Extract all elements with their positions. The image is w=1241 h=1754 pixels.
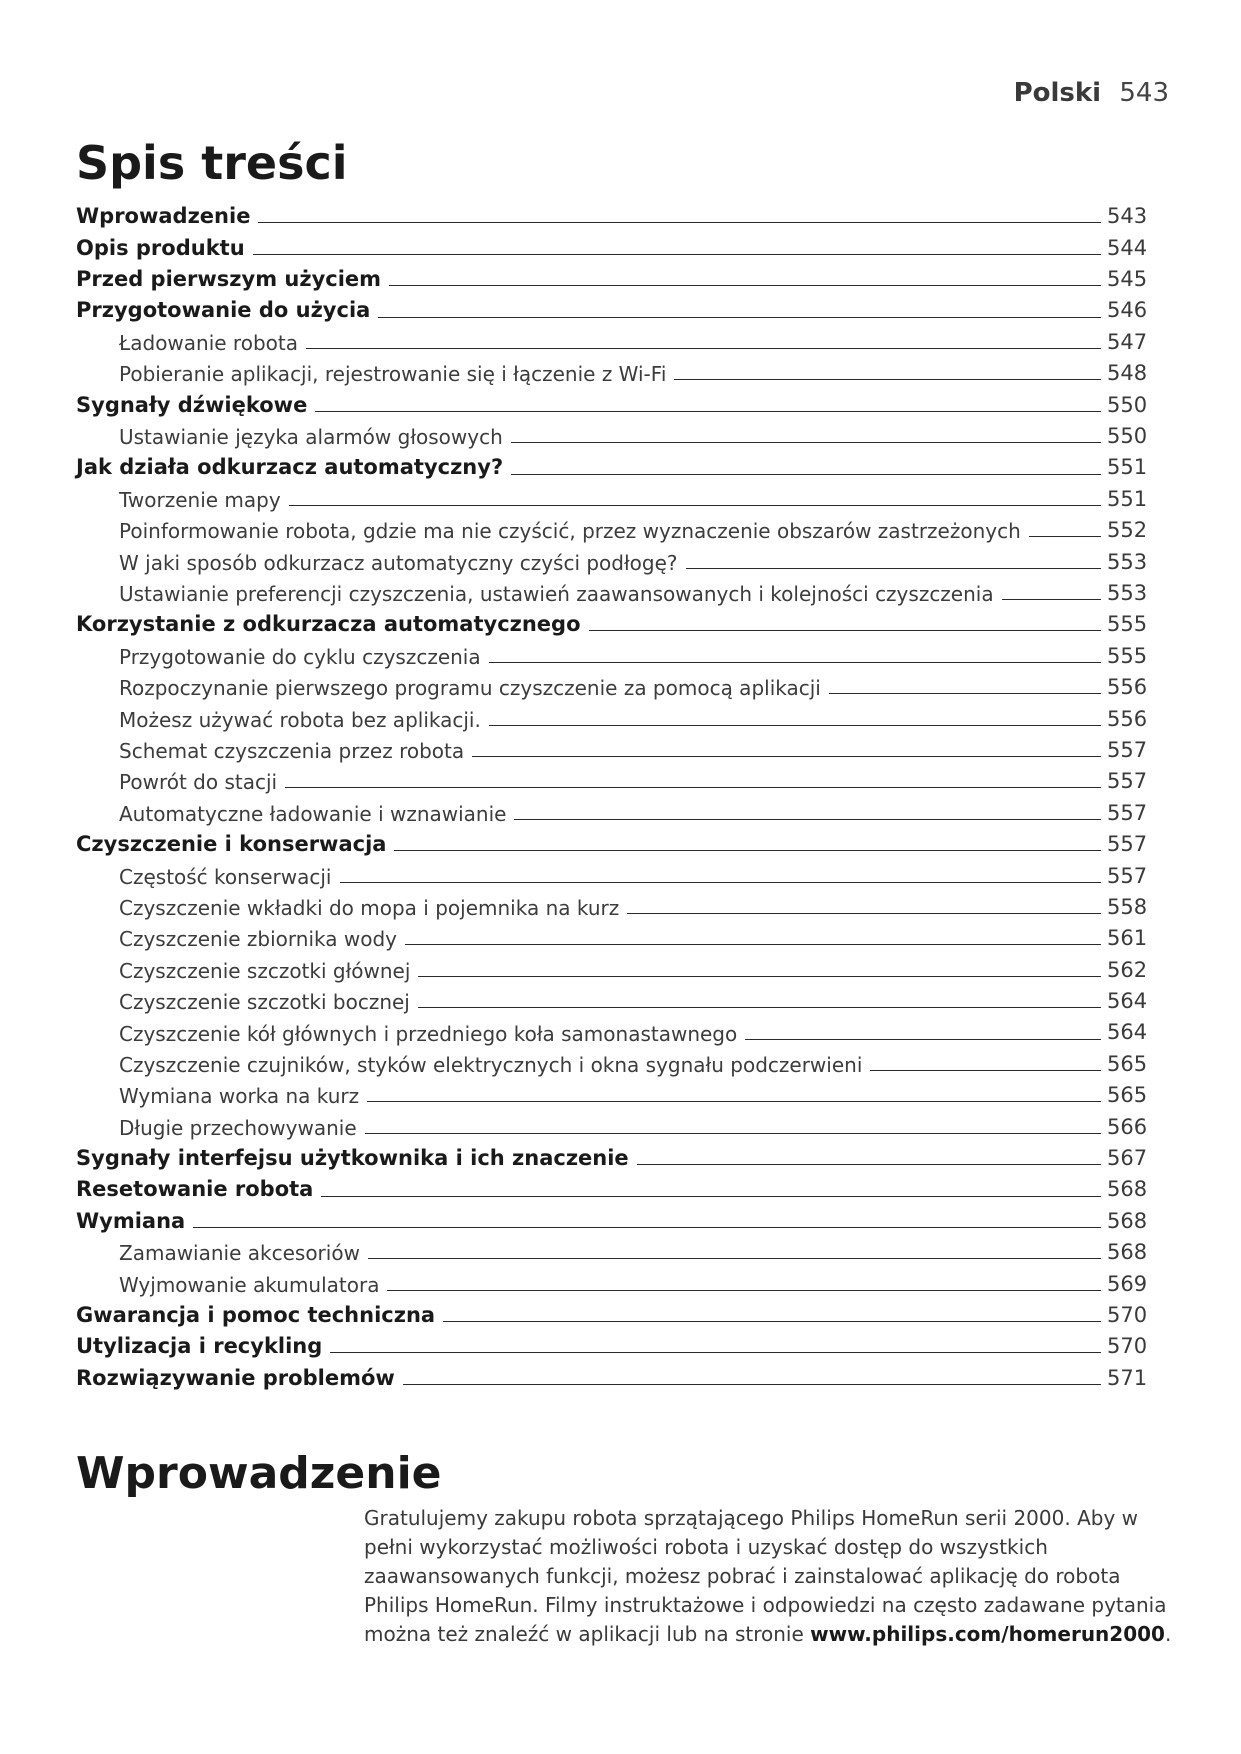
toc-leader-line	[321, 1196, 1101, 1197]
toc-entry[interactable]	[76, 1013, 1169, 1044]
toc-entry-page: 551	[1107, 486, 1148, 511]
toc-leader-line	[394, 850, 1101, 851]
toc-entry[interactable]	[76, 731, 1169, 762]
toc-leader-line	[489, 725, 1101, 726]
toc-leader-line	[745, 1039, 1101, 1040]
toc-entry-title: Czyszczenie szczotki bocznej	[119, 990, 410, 1015]
toc-entry-page: 550	[1107, 424, 1148, 449]
toc-entry[interactable]	[76, 574, 1169, 605]
toc-entry[interactable]	[76, 699, 1169, 730]
toc-entry-title: Długie przechowywanie	[119, 1115, 357, 1140]
toc-entry-page: 569	[1107, 1271, 1148, 1296]
toc-entry-title: Utylizacja i recykling	[76, 1334, 323, 1359]
toc-leader-line	[829, 693, 1101, 694]
toc-leader-line	[387, 1290, 1101, 1291]
toc-entry-page: 566	[1107, 1114, 1148, 1139]
toc-leader-line	[315, 411, 1101, 412]
toc-title: Spis treści	[76, 136, 348, 190]
toc-leader-line	[258, 222, 1101, 223]
toc-entry[interactable]	[76, 888, 1169, 919]
toc-entry-page: 564	[1107, 989, 1148, 1014]
toc-leader-line	[253, 254, 1101, 255]
toc-entry-title: Przygotowanie do użycia	[76, 298, 371, 323]
toc-entry-title: Rozpoczynanie pierwszego programu czyszczenie za pomocą aplikacji	[119, 676, 821, 701]
toc-entry-title: Opis produktu	[76, 235, 245, 260]
toc-entry-title: Częstość konserwacji	[119, 864, 332, 889]
toc-entry[interactable]	[76, 448, 1169, 479]
toc-entry[interactable]	[76, 950, 1169, 981]
toc-entry-title: Automatyczne ładowanie i wznawianie	[119, 801, 507, 826]
toc-entry[interactable]	[76, 197, 1169, 228]
toc-entry-title: Jak działa odkurzacz automatyczny?	[76, 455, 504, 480]
page-number: 543	[1119, 78, 1169, 108]
toc-leader-line	[340, 882, 1102, 883]
toc-entry-title: Pobieranie aplikacji, rejestrowanie się i łączenie z Wi-Fi	[119, 362, 667, 387]
intro-paragraph	[364, 1504, 1182, 1649]
toc-entry-page: 553	[1107, 549, 1148, 574]
toc-entry-title: Przygotowanie do cyklu czyszczenia	[119, 644, 481, 669]
toc-entry-page: 553	[1107, 580, 1148, 605]
toc-entry-title: Rozwiązywanie problemów	[76, 1365, 395, 1390]
toc-entry-title: W jaki sposób odkurzacz automatyczny czyści podłogę?	[119, 550, 678, 575]
toc-leader-line	[686, 568, 1101, 569]
toc-entry-title: Gwarancja i pomoc techniczna	[76, 1302, 436, 1327]
toc-entry[interactable]	[76, 417, 1169, 448]
toc-leader-line	[674, 379, 1101, 380]
toc-entry-title: Ustawianie języka alarmów głosowych	[119, 425, 503, 450]
toc-entry[interactable]	[76, 511, 1169, 542]
toc-entry[interactable]	[76, 542, 1169, 573]
toc-leader-line	[511, 474, 1101, 475]
toc-entry-page: 557	[1107, 800, 1148, 825]
toc-entry[interactable]	[76, 1170, 1169, 1201]
toc-entry-page: 555	[1107, 643, 1148, 668]
toc-entry-page: 557	[1107, 863, 1148, 888]
toc-entry-title: Wyjmowanie akumulatora	[119, 1272, 380, 1297]
toc-leader-line	[367, 1101, 1101, 1102]
toc-entry-title: Ładowanie robota	[119, 330, 298, 355]
toc-leader-line	[368, 1258, 1101, 1259]
toc-entry-title: Sygnały interfejsu użytkownika i ich znaczenie	[76, 1146, 629, 1171]
toc-entry[interactable]	[76, 1327, 1169, 1358]
toc-entry-title: Sygnały dźwiękowe	[76, 392, 308, 417]
toc-leader-line	[637, 1164, 1101, 1165]
toc-entry-page: 570	[1107, 1302, 1148, 1327]
toc-leader-line	[870, 1070, 1101, 1071]
toc-leader-line	[514, 819, 1101, 820]
toc-entry[interactable]	[76, 291, 1169, 322]
toc-entry-title: Przed pierwszym użyciem	[76, 267, 382, 292]
toc-leader-line	[403, 1384, 1101, 1385]
toc-entry[interactable]	[76, 1296, 1169, 1327]
toc-entry-page: 545	[1107, 267, 1148, 292]
toc-entry-page: 564	[1107, 1020, 1148, 1045]
toc-leader-line	[489, 662, 1101, 663]
toc-entry[interactable]	[76, 385, 1169, 416]
toc-entry-page: 561	[1107, 926, 1148, 951]
toc-entry-page: 562	[1107, 957, 1148, 982]
toc-entry-title: Czyszczenie czujników, styków elektrycznych i okna sygnału podczerwieni	[119, 1052, 863, 1077]
toc-entry[interactable]	[76, 605, 1169, 636]
toc-entry-title: Wprowadzenie	[76, 204, 251, 229]
toc-leader-line	[1002, 599, 1101, 600]
toc-leader-line	[193, 1227, 1101, 1228]
toc-entry[interactable]	[76, 323, 1169, 354]
toc-entry[interactable]	[76, 1358, 1169, 1389]
toc-entry-title: Wymiana worka na kurz	[119, 1084, 360, 1109]
toc-entry-page: 551	[1107, 455, 1148, 480]
toc-entry-title: Ustawianie preferencji czyszczenia, ustawień zaawansowanych i kolejności czyszczenia	[119, 582, 994, 607]
toc-entry-title: Czyszczenie szczotki głównej	[119, 958, 411, 983]
toc-entry[interactable]	[76, 636, 1169, 667]
toc-entry[interactable]	[76, 480, 1169, 511]
toc-entry[interactable]	[76, 1233, 1169, 1264]
toc-entry[interactable]	[76, 260, 1169, 291]
toc-entry-page: 556	[1107, 675, 1148, 700]
toc-leader-line	[330, 1352, 1101, 1353]
toc-entry-title: Schemat czyszczenia przez robota	[119, 739, 465, 764]
toc-entry-page: 558	[1107, 894, 1148, 919]
toc-entry-title: Czyszczenie kół głównych i przedniego koła samonastawnego	[119, 1021, 738, 1046]
section-title: Wprowadzenie	[76, 1448, 442, 1499]
intro-end: .	[1164, 1622, 1172, 1646]
toc-entry-title: Powrót do stacji	[119, 770, 278, 795]
toc-leader-line	[627, 913, 1101, 914]
toc-entry-title: Możesz używać robota bez aplikacji.	[119, 707, 481, 732]
toc-leader-line	[443, 1321, 1101, 1322]
toc-entry-page: 544	[1107, 235, 1148, 260]
toc-entry[interactable]	[76, 856, 1169, 887]
toc-entry-page: 567	[1107, 1146, 1148, 1171]
toc-leader-line	[365, 1133, 1101, 1134]
toc-leader-line	[1029, 536, 1101, 537]
toc-entry-page: 550	[1107, 392, 1148, 417]
toc-leader-line	[589, 630, 1101, 631]
toc-entry-title: Czyszczenie wkładki do mopa i pojemnika na kurz	[119, 895, 620, 920]
toc-entry[interactable]	[76, 919, 1169, 950]
toc-entry-page: 543	[1107, 204, 1148, 229]
toc-entry[interactable]	[76, 1264, 1169, 1295]
toc-entry-title: Tworzenie mapy	[119, 487, 281, 512]
toc-entry-page: 568	[1107, 1240, 1148, 1265]
page-header	[1014, 78, 1169, 108]
toc-entry-page: 548	[1107, 361, 1148, 386]
toc-leader-line	[405, 944, 1101, 945]
toc-entry[interactable]	[76, 1139, 1169, 1170]
toc-leader-line	[472, 756, 1101, 757]
toc-entry-page: 547	[1107, 329, 1148, 354]
toc-entry[interactable]	[76, 1076, 1169, 1107]
toc-entry-title: Czyszczenie zbiornika wody	[119, 927, 397, 952]
toc-leader-line	[378, 317, 1101, 318]
toc-entry-page: 571	[1107, 1365, 1148, 1390]
toc-leader-line	[289, 505, 1101, 506]
toc-entry-page: 565	[1107, 1083, 1148, 1108]
toc-entry-page: 570	[1107, 1334, 1148, 1359]
toc-entry-title: Resetowanie robota	[76, 1177, 314, 1202]
toc-leader-line	[511, 442, 1101, 443]
toc-entry-title: Wymiana	[76, 1208, 186, 1233]
toc-entry-page: 557	[1107, 737, 1148, 762]
toc-entry[interactable]	[76, 793, 1169, 824]
toc-leader-line	[389, 285, 1101, 286]
table-of-contents	[76, 197, 1169, 1390]
toc-leader-line	[418, 1007, 1101, 1008]
toc-entry[interactable]	[76, 982, 1169, 1013]
toc-entry-page: 555	[1107, 612, 1148, 637]
toc-entry[interactable]	[76, 825, 1169, 856]
toc-entry-title: Poinformowanie robota, gdzie ma nie czyścić, przez wyznaczenie obszarów zastrzeżonych	[119, 519, 1021, 544]
toc-entry-page: 546	[1107, 298, 1148, 323]
toc-entry[interactable]	[76, 668, 1169, 699]
toc-entry-page: 568	[1107, 1177, 1148, 1202]
toc-entry-title: Czyszczenie i konserwacja	[76, 832, 387, 857]
toc-entry[interactable]	[76, 762, 1169, 793]
toc-entry-page: 557	[1107, 769, 1148, 794]
toc-entry-page: 565	[1107, 1051, 1148, 1076]
toc-entry[interactable]	[76, 228, 1169, 259]
intro-body: Gratulujemy zakupu robota sprzątającego Philips HomeRun serii 2000. Aby w pełni wykorzystać możliwości robota i uzyskać dostęp do wszystkich zaawansowanych funkcji, możesz pobrać i zainstalować aplikację do robota Philips HomeRun. Filmy instruktażowe i odpowiedzi na często zadawane pytania można też znaleźć w aplikacji lub na stronie	[364, 1506, 1167, 1646]
website-link[interactable]: www.philips.com/homerun2000	[810, 1622, 1165, 1646]
toc-entry-page: 556	[1107, 706, 1148, 731]
toc-leader-line	[306, 348, 1101, 349]
toc-entry[interactable]	[76, 354, 1169, 385]
toc-entry[interactable]	[76, 1202, 1169, 1233]
language-label: Polski	[1013, 78, 1102, 108]
toc-leader-line	[418, 976, 1101, 977]
toc-entry-title: Zamawianie akcesoriów	[119, 1241, 360, 1266]
toc-entry-page: 568	[1107, 1208, 1148, 1233]
toc-leader-line	[285, 787, 1101, 788]
toc-entry-page: 557	[1107, 832, 1148, 857]
toc-entry-title: Korzystanie z odkurzacza automatycznego	[76, 612, 581, 637]
toc-entry[interactable]	[76, 1107, 1169, 1138]
toc-entry[interactable]	[76, 1045, 1169, 1076]
toc-entry-page: 552	[1107, 518, 1148, 543]
